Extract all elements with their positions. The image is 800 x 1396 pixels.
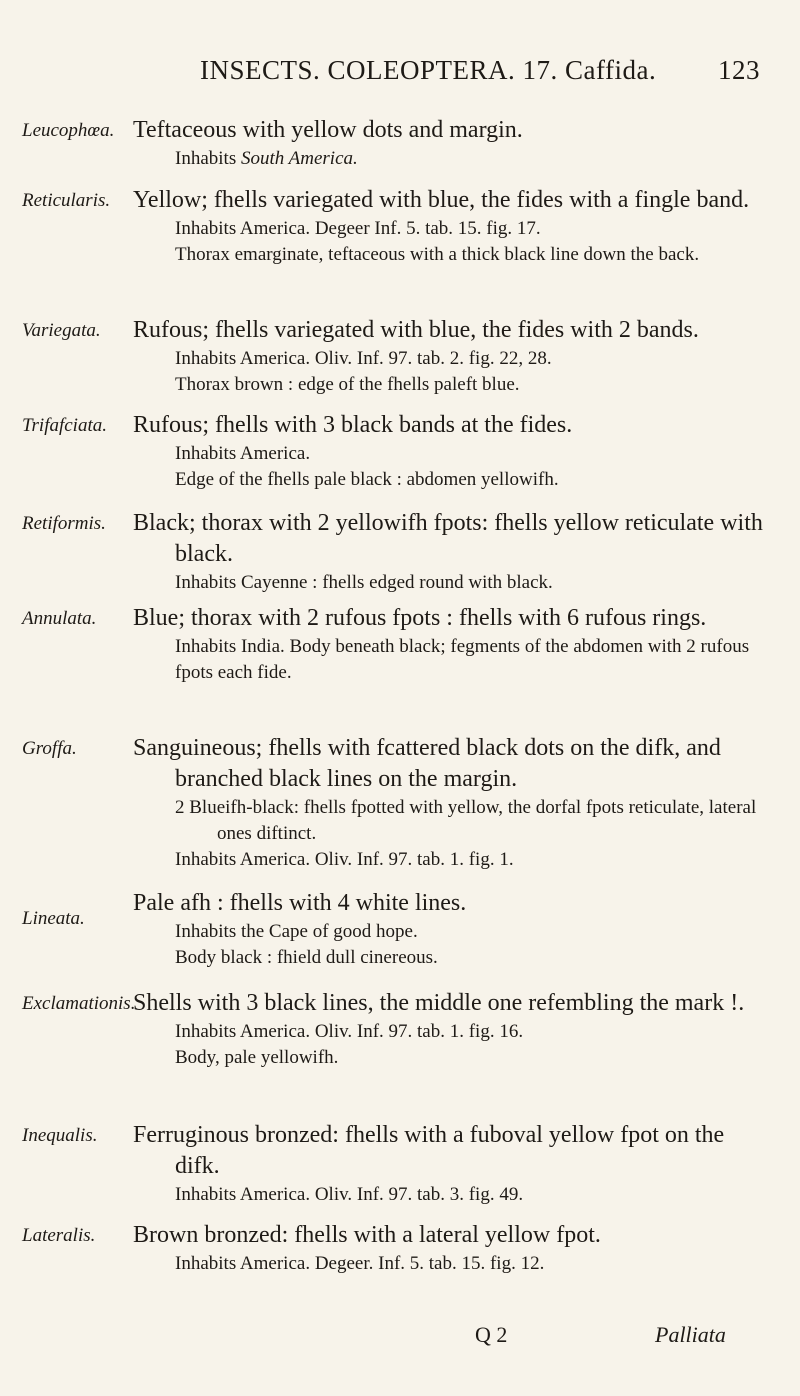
species-note: Body black : fhield dull cinereous. [175, 947, 438, 968]
species-note: Inhabits Cayenne : fhells edged round with black. [175, 572, 553, 593]
species-body [133, 410, 773, 493]
species-note: Inhabits America. Oliv. Inf. 97. tab. 1. fig. 16. [175, 1021, 524, 1042]
species-description: Ferruginous bronzed: fhells with a fuboval yellow fpot on the difk. [133, 1122, 725, 1179]
species-body [133, 888, 773, 971]
species-name: Annulata. [22, 608, 97, 629]
species-note: Edge of the fhells pale black : abdomen yellowifh. [175, 469, 559, 490]
species-note: Inhabits America. Degeer. Inf. 5. tab. 15. fig. 12. [175, 1253, 545, 1274]
species-description: Shells with 3 black lines, the middle one refembling the mark !. [133, 990, 745, 1016]
species-name: Lateralis. [22, 1225, 96, 1246]
species-note [133, 146, 773, 172]
species-body [133, 508, 773, 596]
species-body [133, 115, 773, 172]
species-name: Variegata. [22, 320, 101, 341]
species-description: Yellow; fhells variegated with blue, the fides with a fingle band. [133, 187, 750, 213]
species-description: Black; thorax with 2 yellowifh fpots: fhells yellow reticulate with black. [133, 510, 763, 567]
species-name: Reticularis. [22, 190, 111, 211]
species-name: Inequalis. [22, 1125, 98, 1146]
note-text: Inhabits [175, 148, 241, 169]
species-note: 2 Blueifh-black: fhells fpotted with yellow, the dorfal fpots reticulate, lateral ones diftinct. [175, 797, 757, 844]
species-note: Thorax emarginate, teftaceous with a thick black line down the back. [175, 244, 700, 265]
species-description: Blue; thorax with 2 rufous fpots : fhells with 6 rufous rings. [133, 605, 707, 631]
species-note: Inhabits India. Body beneath black; fegments of the abdomen with 2 rufous fpots each fide. [175, 636, 750, 683]
species-body [133, 603, 773, 686]
species-body [133, 988, 773, 1071]
species-name: Groffa. [22, 738, 77, 759]
species-body [133, 185, 773, 268]
signature-mark: Q 2 [475, 1322, 508, 1347]
running-header [200, 55, 760, 86]
page-number: 123 [718, 55, 760, 85]
species-body [133, 1220, 773, 1277]
species-note: Inhabits America. Oliv. Inf. 97. tab. 3. fig. 49. [175, 1184, 524, 1205]
species-name: Retiformis. [22, 513, 106, 534]
species-note: Thorax brown : edge of the fhells paleft blue. [175, 374, 520, 395]
species-note: Inhabits America. [175, 443, 311, 464]
species-description: Brown bronzed: fhells with a lateral yellow fpot. [133, 1222, 601, 1248]
species-description: Teftaceous with yellow dots and margin. [133, 117, 523, 143]
species-body [133, 733, 773, 873]
species-note: Inhabits America. Oliv. Inf. 97. tab. 1. fig. 1. [175, 849, 514, 870]
species-note: Inhabits America. Degeer Inf. 5. tab. 15. fig. 17. [175, 218, 541, 239]
species-description: Rufous; fhells with 3 black bands at the fides. [133, 412, 573, 438]
species-name: Leucophœa. [22, 120, 115, 141]
species-note: Inhabits the Cape of good hope. [175, 921, 418, 942]
species-description: Sanguineous; fhells with fcattered black dots on the difk, and branched black lines on the margin. [133, 735, 721, 792]
species-note: Body, pale yellowifh. [175, 1047, 339, 1068]
species-name: Lineata. [22, 908, 85, 929]
species-name: Exclamationis. [22, 993, 136, 1014]
species-description: Rufous; fhells variegated with blue, the fides with 2 bands. [133, 317, 699, 343]
species-description: Pale afh : fhells with 4 white lines. [133, 890, 467, 916]
species-body [133, 1120, 773, 1208]
species-name: Trifafciata. [22, 415, 107, 436]
catchword: Palliata [655, 1322, 726, 1347]
running-title: INSECTS. COLEOPTERA. 17. Caffida. [200, 55, 657, 85]
species-body [133, 315, 773, 398]
note-italic: South America. [240, 148, 358, 169]
species-note: Inhabits America. Oliv. Inf. 97. tab. 2. fig. 22, 28. [175, 348, 552, 369]
